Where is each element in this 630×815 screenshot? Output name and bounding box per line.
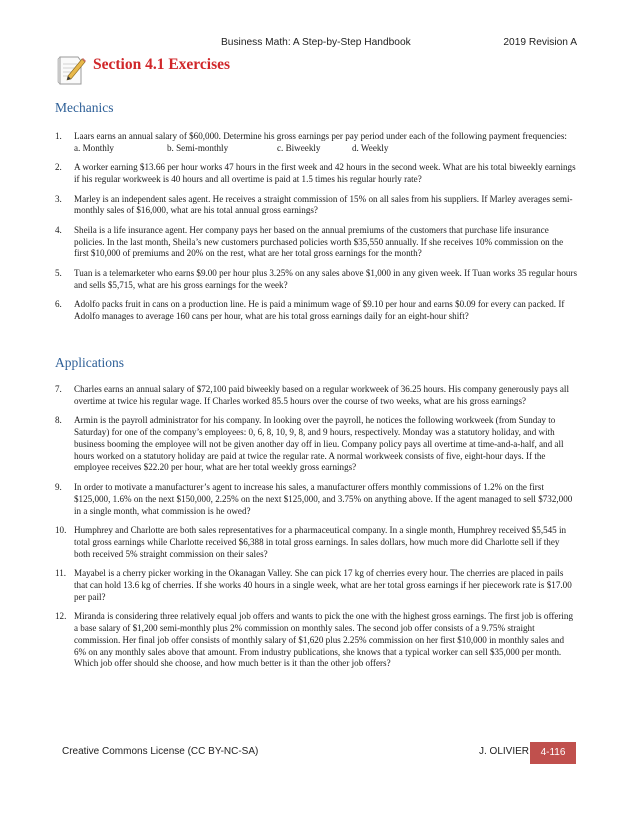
exercise-text: Sheila is a life insurance agent. Her company pays her based on the annual premiums of the customers that purchase life insurance policies. In the last month, Sheila’s new customers purchased policies worth $35,550 annually. If she receives 10% commission on the first $10,000 of premiums and 20% on the rest, what are her total gross earnings for the month?	[74, 224, 564, 259]
exercise-number: 1.	[55, 131, 62, 141]
exercise-item	[0, 415, 630, 474]
exercise-text: Adolfo packs fruit in cans on a production line. He is paid a minimum wage of $9.10 per hour and earns $0.09 for every can packed. If Adolfo manages to average 160 cans per hour, what are his total gross earnings daily for an eight-hour shift?	[74, 299, 565, 321]
section-title: Section 4.1 Exercises	[93, 56, 231, 73]
payment-frequency-choices	[74, 143, 577, 155]
book-title: Business Math: A Step-by-Step Handbook	[221, 37, 411, 48]
exercise-number: 6.	[55, 299, 62, 310]
exercise-number: 12.	[55, 611, 67, 622]
applications-list	[0, 384, 630, 678]
exercise-text: Armin is the payroll administrator for his company. In looking over the payroll, he notices the following workweek (from Sunday to Saturday) for one of the company’s employees: 0, 6, 8, 10, 9, 8, and 9 hours, respectively. Monday was a statutory holiday, and with business booming the employee will not be given another day off in lieu. Company policy pays all overtime at time-and-a-half, and all hours worked on a statutory holiday are paid at twice the regular rate. A normal workweek consists of five, eight-hour days. If the employee receives $22.20 per hour, what are her total weekly gross earnings?	[74, 415, 564, 473]
applications-heading: Applications	[55, 355, 124, 370]
exercise-item	[0, 225, 630, 260]
license-label: Creative Commons License (CC BY-NC-SA)	[62, 746, 259, 757]
exercise-item	[0, 268, 630, 292]
exercise-item	[0, 194, 630, 218]
exercise-item	[0, 611, 630, 670]
exercise-number: 8.	[55, 415, 62, 426]
exercise-number: 4.	[55, 224, 62, 235]
exercise-number: 7.	[55, 384, 62, 394]
exercise-text: Mayabel is a cherry picker working in the Okanagan Valley. She can pick 17 kg of cherries every hour. The cherries are placed in pails that can hold 13.6 kg of cherries. If she works 40 hours in a single week, what are her total gross earnings if her piecework rate is $17.00 per pail?	[74, 568, 572, 602]
exercise-number: 5.	[55, 267, 62, 278]
exercise-text: Marley is an independent sales agent. He receives a straight commission of 15% on all sales from his suppliers. If Marley averages semi-monthly sales of $16,000, what are his total annual gross earnings?	[74, 193, 573, 216]
exercise-text: In order to motivate a manufacturer’s agent to increase his sales, a manufacturer offers monthly commissions of 1.2% on the first $125,000, 1.6% on the next $150,000, 2.25% on the next $125,000, and 3.75% on anything above. If the agent managed to sell $732,000 in a single month, what commission is he owed?	[74, 481, 573, 516]
exercise-item	[0, 568, 630, 603]
exercise-text: A worker earning $13.66 per hour works 47 hours in the first week and 42 hours in the second week. What are his total biweekly earnings if his regular workweek is 40 hours and all overtime is paid at 1.5 times his regular hourly rate?	[74, 162, 576, 185]
exercise-number: 3.	[55, 193, 62, 204]
running-header	[0, 37, 630, 51]
exercise-text: Tuan is a telemarketer who earns $9.00 per hour plus 3.25% on any sales above $1,000 in any given week. If Tuan works 35 regular hours and sells $5,715, what are his gross earnings for the week?	[74, 267, 578, 290]
exercise-item	[0, 162, 630, 186]
exercise-item	[0, 525, 630, 560]
exercise-text: Charles earns an annual salary of $72,100 paid biweekly based on a regular workweek of 36.25 hours. His company generously pays all overtime at twice his regular wage. If Charles worked 85.5 hours over the course of two weeks, what are his gross earnings?	[74, 384, 569, 406]
revision-label: 2019 Revision A	[503, 37, 577, 48]
exercise-text: Humphrey and Charlotte are both sales representatives for a pharmaceutical company. In a single month, Humphrey received $5,545 in total gross earnings while Charlotte received $6,388 in total gross earnings. In sales dollars, how much more did Charlotte sell if they both received 5% straight commission on their sales?	[74, 525, 567, 559]
page-footer	[0, 742, 630, 764]
page-number: 4-116	[530, 742, 576, 764]
exercise-number: 10.	[55, 525, 67, 536]
choice-biweekly: c. Biweekly	[277, 142, 321, 153]
exercise-item	[0, 299, 630, 323]
notepad-pencil-icon	[55, 53, 87, 87]
exercise-number: 2.	[55, 162, 62, 173]
mechanics-heading: Mechanics	[55, 100, 114, 115]
exercise-number: 9.	[55, 481, 62, 492]
exercise-number: 11.	[55, 568, 67, 579]
exercise-item	[0, 131, 630, 155]
choice-weekly: d. Weekly	[352, 142, 389, 153]
exercise-item	[0, 482, 630, 517]
choice-monthly: a. Monthly	[74, 142, 114, 153]
author-name: J. OLIVIER	[479, 746, 530, 757]
exercise-text: Laars earns an annual salary of $60,000. Determine his gross earnings per pay period under each of the following payment frequencies:	[74, 131, 567, 141]
exercise-item	[0, 384, 630, 408]
choice-semi-monthly: b. Semi-monthly	[167, 142, 229, 153]
mechanics-list	[0, 131, 630, 330]
exercise-text: Miranda is considering three relatively equal job offers and wants to pick the one with the highest gross earnings. The first job is offering a base salary of $1,200 semi-monthly plus 2% commission on monthly sales. The second job offer consists of a 9.75% straight commission. Her final job offer consists of monthly salary of $1,620 plus 2.25% commission on her first $10,000 in monthly sales and 6% on any monthly sales above that amount. From industry publications, she knows that a typical worker can sell $35,000 per month. Which job offer should she choose, and how much better is it than the other job offers?	[74, 611, 574, 669]
